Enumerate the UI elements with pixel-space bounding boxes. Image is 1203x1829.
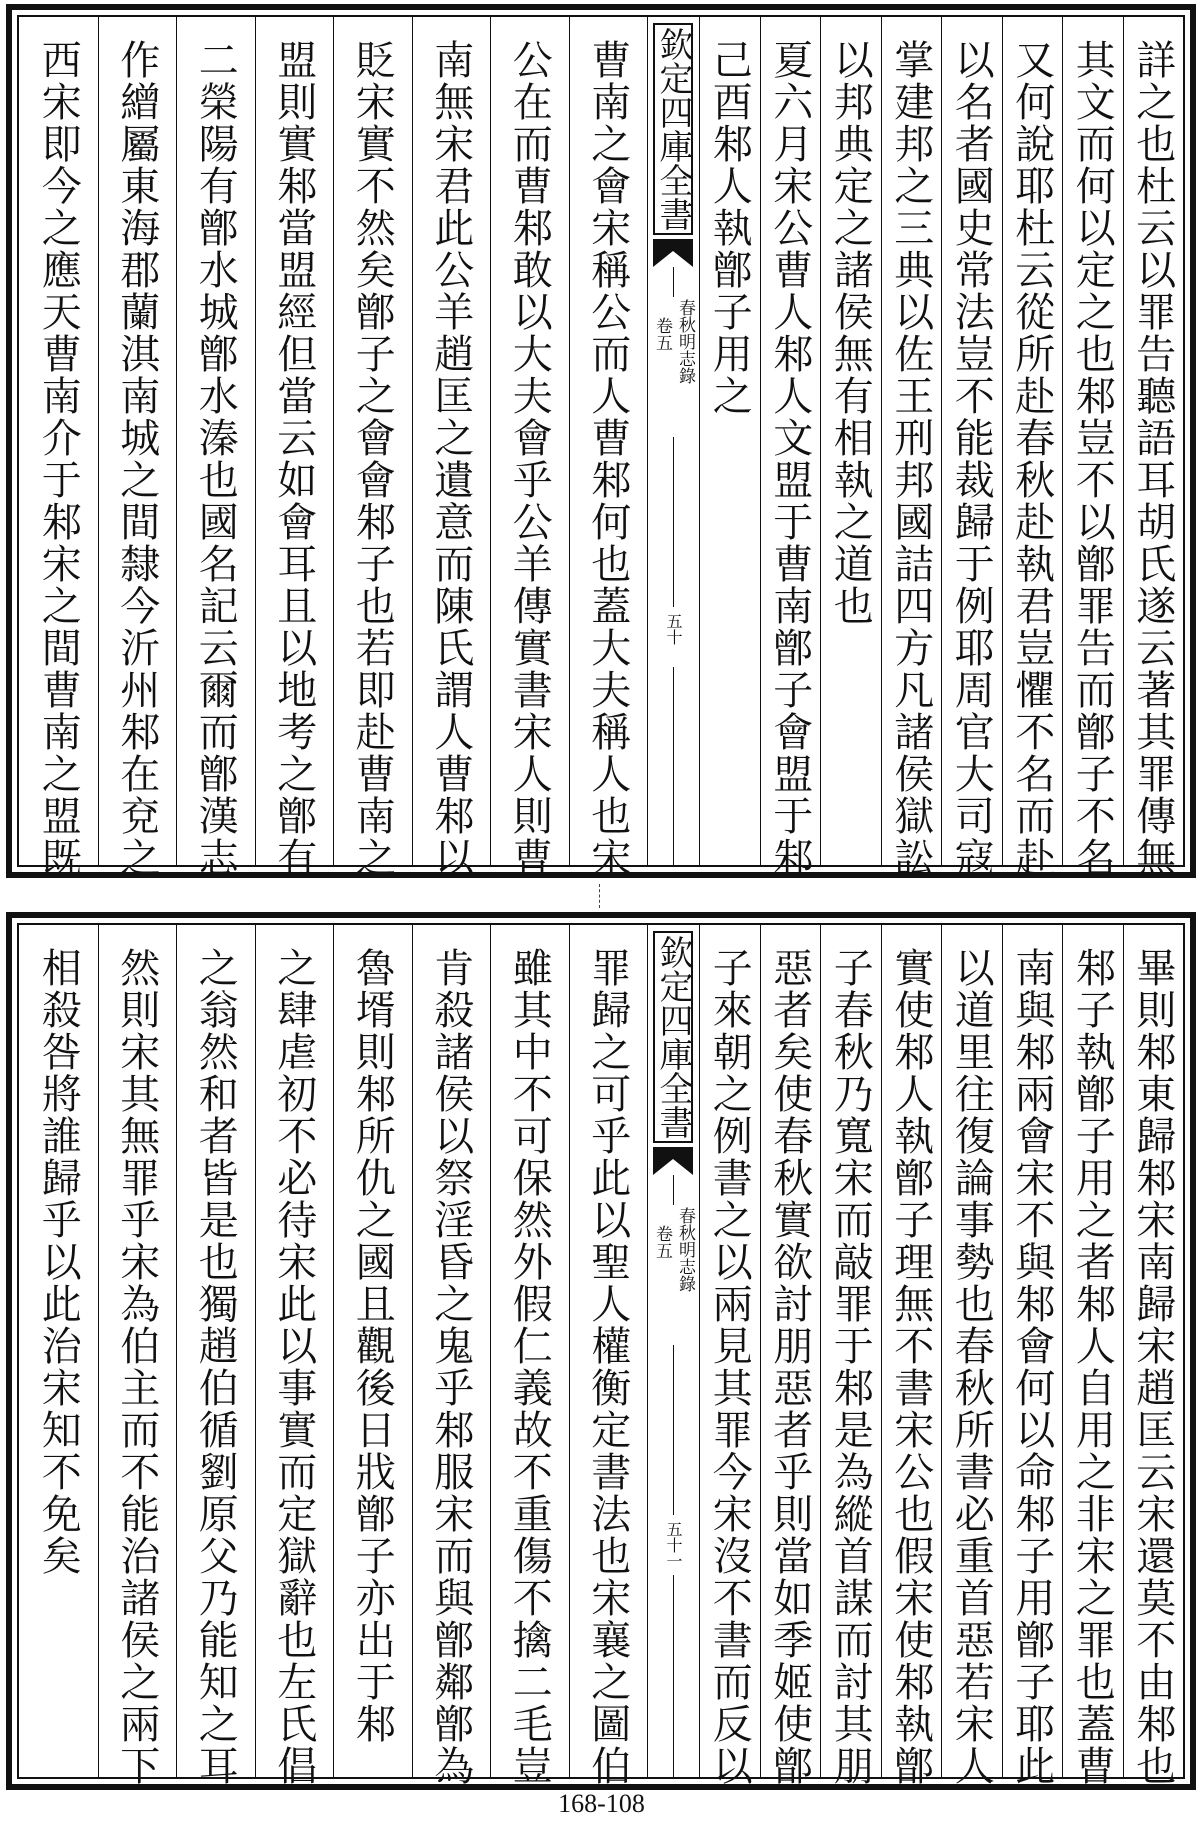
column-rule xyxy=(1062,925,1063,1777)
bottom-column-text: 雖其中不可保然外假仁義故不重傷不擒二毛豈 xyxy=(506,947,553,1787)
top-column-text: 曹南之會宋稱公而人曹邾何也蓋大夫稱人也宋 xyxy=(584,39,631,879)
column-rule xyxy=(412,17,413,865)
top-text-column xyxy=(760,17,821,879)
column-rule xyxy=(1123,17,1124,865)
bottom-column-text: 肯殺諸侯以祭淫昏之鬼乎邾服宋而與鄫鄰鄫為 xyxy=(427,947,474,1787)
bottom-column-text: 罪歸之可乎此以聖人權衡定書法也宋襄之圖伯 xyxy=(584,947,631,1787)
fold-centerline xyxy=(673,667,674,865)
top-column-text: 其文而何以定之也邾豈不以鄫罪告而鄫子不名 xyxy=(1069,39,1116,879)
column-rule xyxy=(881,17,882,865)
bottom-page-frame xyxy=(17,923,1185,1787)
bottom-column-text: 子春秋乃寬宋而敲罪于邾是為縱首謀而討其朋 xyxy=(827,947,874,1787)
bottom-column-text: 實使邾人執鄫子理無不書宋公也假宋使邾執鄫 xyxy=(887,947,934,1787)
top-text-column xyxy=(941,17,1002,879)
column-rule xyxy=(1123,925,1124,1777)
column-rule xyxy=(490,925,491,1777)
bottom-column-text: 魯壻則邾所仇之國且觀後日戕鄫子亦出于邾 xyxy=(349,947,396,1745)
top-text-column xyxy=(255,17,334,879)
fishtail-mark-icon xyxy=(653,1147,693,1175)
column-rule xyxy=(255,925,256,1777)
top-column-text: 己酉邾人執鄫子用之 xyxy=(706,39,753,417)
column-rule xyxy=(490,17,491,865)
bottom-text-column xyxy=(255,925,334,1787)
bottom-text-column xyxy=(19,925,98,1777)
top-column-text: 二榮陽有鄫水城鄫水溱也國名記云爾而鄫漢志 xyxy=(192,39,239,879)
fold-centerline xyxy=(673,1345,674,1515)
bottom-text-column xyxy=(176,925,255,1787)
page-code: 168-108 xyxy=(558,1789,645,1818)
fold-centerline xyxy=(673,1575,674,1777)
top-text-column xyxy=(569,17,648,879)
bottom-text-column xyxy=(699,925,760,1787)
bottom-column-text: 惡者矣使春秋實欲討朋惡者乎則當如季姬使鄫 xyxy=(766,947,813,1787)
top-column-text: 南無宋君此公羊趙匡之遺意而陳氏謂人曹邾以 xyxy=(427,39,474,879)
column-rule xyxy=(1062,17,1063,865)
bottom-column-text: 之肆虐初不必待宋此以事實而定獄辭也左氏倡 xyxy=(270,947,317,1787)
column-rule xyxy=(569,925,570,1777)
bottom-column-text: 相殺咎將誰歸乎以此治宋知不免矣 xyxy=(35,947,82,1577)
top-text-column xyxy=(333,17,412,879)
top-page-number: 五十 xyxy=(664,613,683,645)
bottom-work-title: 春秋明志錄 xyxy=(675,1207,695,1292)
column-rule xyxy=(176,17,177,865)
fold-centerline xyxy=(673,267,674,297)
bottom-column-text: 南與邾兩會宋不與邾會何以命邾子用鄫子耶此 xyxy=(1008,947,1055,1787)
bottom-column-text: 然則宋其無罪乎宋為伯主而不能治諸侯之兩下 xyxy=(113,947,160,1787)
column-rule xyxy=(98,17,99,865)
top-text-column xyxy=(19,17,98,879)
fold-edge xyxy=(647,925,648,1777)
bottom-text-column xyxy=(412,925,491,1787)
column-rule xyxy=(760,17,761,865)
fold-edge xyxy=(699,925,700,1777)
column-rule xyxy=(176,925,177,1777)
top-text-column xyxy=(1002,17,1063,879)
bottom-column-text: 邾子執鄫子用之者邾人自用之非宋之罪也蓋曹 xyxy=(1069,947,1116,1787)
top-column-text: 貶宋實不然矣鄫子之會會邾子也若即赴曹南之 xyxy=(349,39,396,879)
top-text-column xyxy=(1123,17,1184,879)
column-rule xyxy=(820,17,821,865)
bottom-column-text: 子來朝之例書之以兩見其罪今宋沒不書而反以 xyxy=(706,947,753,1787)
bottom-volume: 卷五 xyxy=(652,1225,672,1259)
column-rule xyxy=(412,925,413,1777)
top-text-column xyxy=(881,17,942,879)
top-column-text: 以名者國史常法豈不能裁歸于例耶周官大司寇 xyxy=(948,39,995,879)
column-rule xyxy=(881,925,882,1777)
bottom-text-column xyxy=(1123,925,1184,1787)
bottom-text-column xyxy=(1062,925,1123,1787)
top-page-frame xyxy=(17,15,1185,879)
column-rule xyxy=(820,925,821,1777)
column-rule xyxy=(760,925,761,1777)
top-text-column xyxy=(490,17,569,879)
fold-centerline xyxy=(673,1175,674,1205)
top-page xyxy=(6,4,1196,878)
bottom-column-text: 以道里往復論事勢也春秋所書必重首惡若宋人 xyxy=(948,947,995,1787)
fishtail-mark-icon xyxy=(653,239,693,267)
top-text-column xyxy=(1062,17,1123,879)
bottom-text-column xyxy=(881,925,942,1787)
top-column-text: 詳之也杜云以罪告聽語耳胡氏遂云著其罪傳無 xyxy=(1129,39,1176,879)
column-rule xyxy=(569,17,570,865)
bottom-text-column xyxy=(1002,925,1063,1787)
top-work-title: 春秋明志錄 xyxy=(675,299,695,384)
top-text-column xyxy=(98,17,177,879)
top-text-column xyxy=(820,17,881,865)
top-column-text: 又何說耶杜云從所赴春秋赴執君豈懼不名而赴 xyxy=(1008,39,1055,879)
top-text-column xyxy=(699,17,760,865)
bottom-text-column xyxy=(760,925,821,1787)
column-rule xyxy=(333,17,334,865)
bottom-page-number: 五十一 xyxy=(664,1521,683,1569)
bottom-text-column xyxy=(98,925,177,1787)
top-column-text: 公在而曹邾敢以大夫會乎公羊傳實書宋人則曹 xyxy=(506,39,553,879)
top-volume: 卷五 xyxy=(652,317,672,351)
column-rule xyxy=(98,925,99,1777)
column-rule xyxy=(255,17,256,865)
bottom-column-text: 畢則邾東歸邾宋南歸宋趙匡云宋還莫不由邾也 xyxy=(1129,947,1176,1787)
top-book-title: 欽定四庫全書 xyxy=(653,23,693,235)
fold-centerline xyxy=(673,437,674,607)
fold-edge xyxy=(699,17,700,865)
bottom-text-column xyxy=(820,925,881,1787)
bottom-text-column xyxy=(941,925,1002,1787)
column-rule xyxy=(1002,17,1003,865)
column-rule xyxy=(333,925,334,1777)
column-rule xyxy=(941,925,942,1777)
bottom-text-column xyxy=(569,925,648,1787)
bottom-text-column xyxy=(333,925,412,1777)
bottom-fold-column xyxy=(647,925,699,1777)
fold-edge xyxy=(647,17,648,865)
column-rule xyxy=(941,17,942,865)
top-column-text: 作繒屬東海郡蘭淇南城之間隸今沂州邾在兗之 xyxy=(113,39,160,879)
top-fold-column xyxy=(647,17,699,865)
top-column-text: 以邦典定之諸侯無有相執之道也 xyxy=(827,39,874,627)
top-column-text: 西宋即今之應天曹南介于邾宋之間曹南之盟既 xyxy=(35,39,82,879)
gutter-divider xyxy=(599,884,600,908)
top-column-text: 盟則實邾當盟經但當云如會耳且以地考之鄫有 xyxy=(270,39,317,879)
bottom-book-title: 欽定四庫全書 xyxy=(653,931,693,1143)
top-column-text: 掌建邦之三典以佐王刑邦國詰四方凡諸侯獄訟 xyxy=(887,39,934,879)
top-text-column xyxy=(176,17,255,879)
bottom-column-text: 之翁然和者皆是也獨趙伯循劉原父乃能知之耳 xyxy=(192,947,239,1787)
column-rule xyxy=(1002,925,1003,1777)
bottom-text-column xyxy=(490,925,569,1787)
top-text-column xyxy=(412,17,491,879)
bottom-page xyxy=(6,912,1196,1790)
top-column-text: 夏六月宋公曹人邾人文盟于曹南鄫子會盟于邾 xyxy=(766,39,813,879)
